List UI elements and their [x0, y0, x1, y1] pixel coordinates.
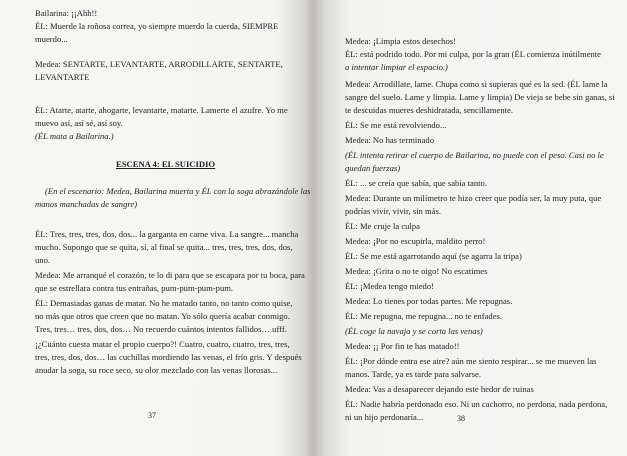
- text-line: ÉL: Tres, tres, tres, dos, dos... la garganta en carne viva. La sangre... mancha: [35, 229, 299, 239]
- text-line: Medea: Lo tienes por todas partes. Me repugnas.: [345, 296, 513, 306]
- text-line: ÉL: está podrido todo. Por mi culpa, por la gran (ÉL comienza inútilmente: [345, 49, 601, 59]
- text-line: sangre del suelo. Lame y limpia. Lame y limpia) De vieja se bebe sin ganas, si: [345, 92, 615, 102]
- text-line: ÉL: Demasiadas ganas de matar. No he matado tanto, no tanto como quise,: [35, 298, 293, 308]
- text-line: ÉL: ¡Por dónde entra ese aire? aún me siento respirar... se me mueven las: [345, 356, 597, 366]
- text-line: (ÉL intenta retirar el cuerpo de Bailarina, no puede con el peso. Casi no le: [345, 150, 604, 160]
- text-line: (ÉL coge la navaja y se corta las venas): [345, 326, 483, 336]
- left-page: [0, 0, 313, 456]
- text-line: no más que otros que creen que no matan. Yo sólo quería acabar conmigo.: [35, 311, 290, 321]
- text-line: uno.: [35, 255, 51, 265]
- text-line: Tres, tres… tres, dos, dos… No recuerdo cuántos intentos fallidos… ufff.: [35, 324, 287, 334]
- text-line: que se estrellara contra tus entrañas, pum-pum-pum-pum.: [35, 283, 234, 293]
- text-line: Medea: SENTARTE, LEVANTARTE, ARRODILLARTE, SENTARTE,: [35, 59, 283, 69]
- text-line: LEVANTARTE: [35, 72, 90, 82]
- text-line: ÉL: ¡Medea tengo miedo!: [345, 281, 435, 291]
- text-line: ÉL: Se me está agarrotando aquí (se agarra la tripa): [345, 251, 522, 261]
- text-line: Medea: No has terminado: [345, 135, 435, 145]
- text-line: Medea: ¡¡ Por fin te has matado!!: [345, 341, 460, 351]
- text-line: ÉL: Nadie habría perdonado eso. Ni un cachorro, no perdona, nada perdona,: [345, 399, 608, 409]
- text-line: a intentar limpiar el espacio.): [345, 62, 448, 72]
- text-line: ÉL: Se me está revolviendo...: [345, 120, 447, 130]
- text-line: Medea: Me arranqué el corazón, te lo di para que se escapara por tu boca, para: [35, 270, 305, 280]
- text-line: ÉL: ... se creía que sabía, que sabía tanto.: [345, 178, 487, 188]
- right-page-number: 38: [457, 414, 465, 423]
- text-line: tres, tres, dos, dos… las cuchillas mordiendo las venas, el frío gris. Y después: [35, 352, 302, 362]
- text-line: ÉL: Me repugna, me repugna... no te enfades.: [345, 311, 503, 321]
- text-line: Medea: Arrodíllate, lame. Chupa como si supieras qué es la sed. (ÉL lame la: [345, 79, 608, 89]
- text-line: podrías vivir, vivir, sin más.: [345, 206, 441, 216]
- left-page-number: 37: [148, 411, 156, 420]
- text-line: Medea: Vas a desaparecer dejando este hedor de ruinas: [345, 384, 534, 394]
- text-line: ni un hijo perdonaría...: [345, 412, 424, 422]
- text-line: Medea: ¡Limpia estos desechos!: [345, 36, 456, 46]
- text-line: (En el escenario: Medea, Bailarina muerta y ÉL con la soga abrazándole las: [45, 186, 311, 196]
- text-line: Bailarina: ¡¡Ahh!!: [35, 8, 98, 18]
- text-line: ESCENA 4: EL SUICIDIO: [116, 159, 216, 169]
- text-line: Medea: ¡Grita o no te oigo! No escatimes: [345, 266, 488, 276]
- text-line: ÉL: Muerde la roñosa correa, yo siempre muerdo la cuerda, SIEMPRE: [35, 21, 279, 31]
- right-page: [313, 0, 627, 456]
- text-line: manos. Tarde, ya es tarde para salvarse.: [345, 369, 481, 379]
- text-line: (ÉL mata a Bailarina.): [35, 131, 114, 141]
- text-line: muevo así, así sé, así soy.: [35, 118, 123, 128]
- text-line: Medea: Durante un milímetro te hizo creer que podía ser, la muy puta, que: [345, 193, 602, 203]
- text-line: Medea: ¡Por no escupirla, maldito perro!: [345, 236, 486, 246]
- text-line: mucho. Supongo que se quita, sí, al final se quita... tres, tres, tres, dos, dos,: [35, 242, 293, 252]
- text-line: ¡¿Cuánto cuesta matar el propio cuerpo?! Cuatro, cuatro, cuatro, tres, tres,: [35, 339, 290, 349]
- text-line: quedan fuerzas): [345, 163, 401, 173]
- text-line: muerdo...: [35, 34, 68, 44]
- text-line: ÉL: Me cruje la culpa: [345, 221, 420, 231]
- text-line: anudar la soga, su roce seco, su olor mezclado con las venas llorosas...: [35, 365, 278, 375]
- text-line: manos manchadas de sangre): [35, 199, 138, 209]
- text-line: te descuidas mueres deshidratada, sencillamente.: [345, 105, 513, 115]
- text-line: ÉL: Atarte, atarte, ahogarte, levantarte, matarte. Lamerte el azufre. Yo me: [35, 105, 288, 115]
